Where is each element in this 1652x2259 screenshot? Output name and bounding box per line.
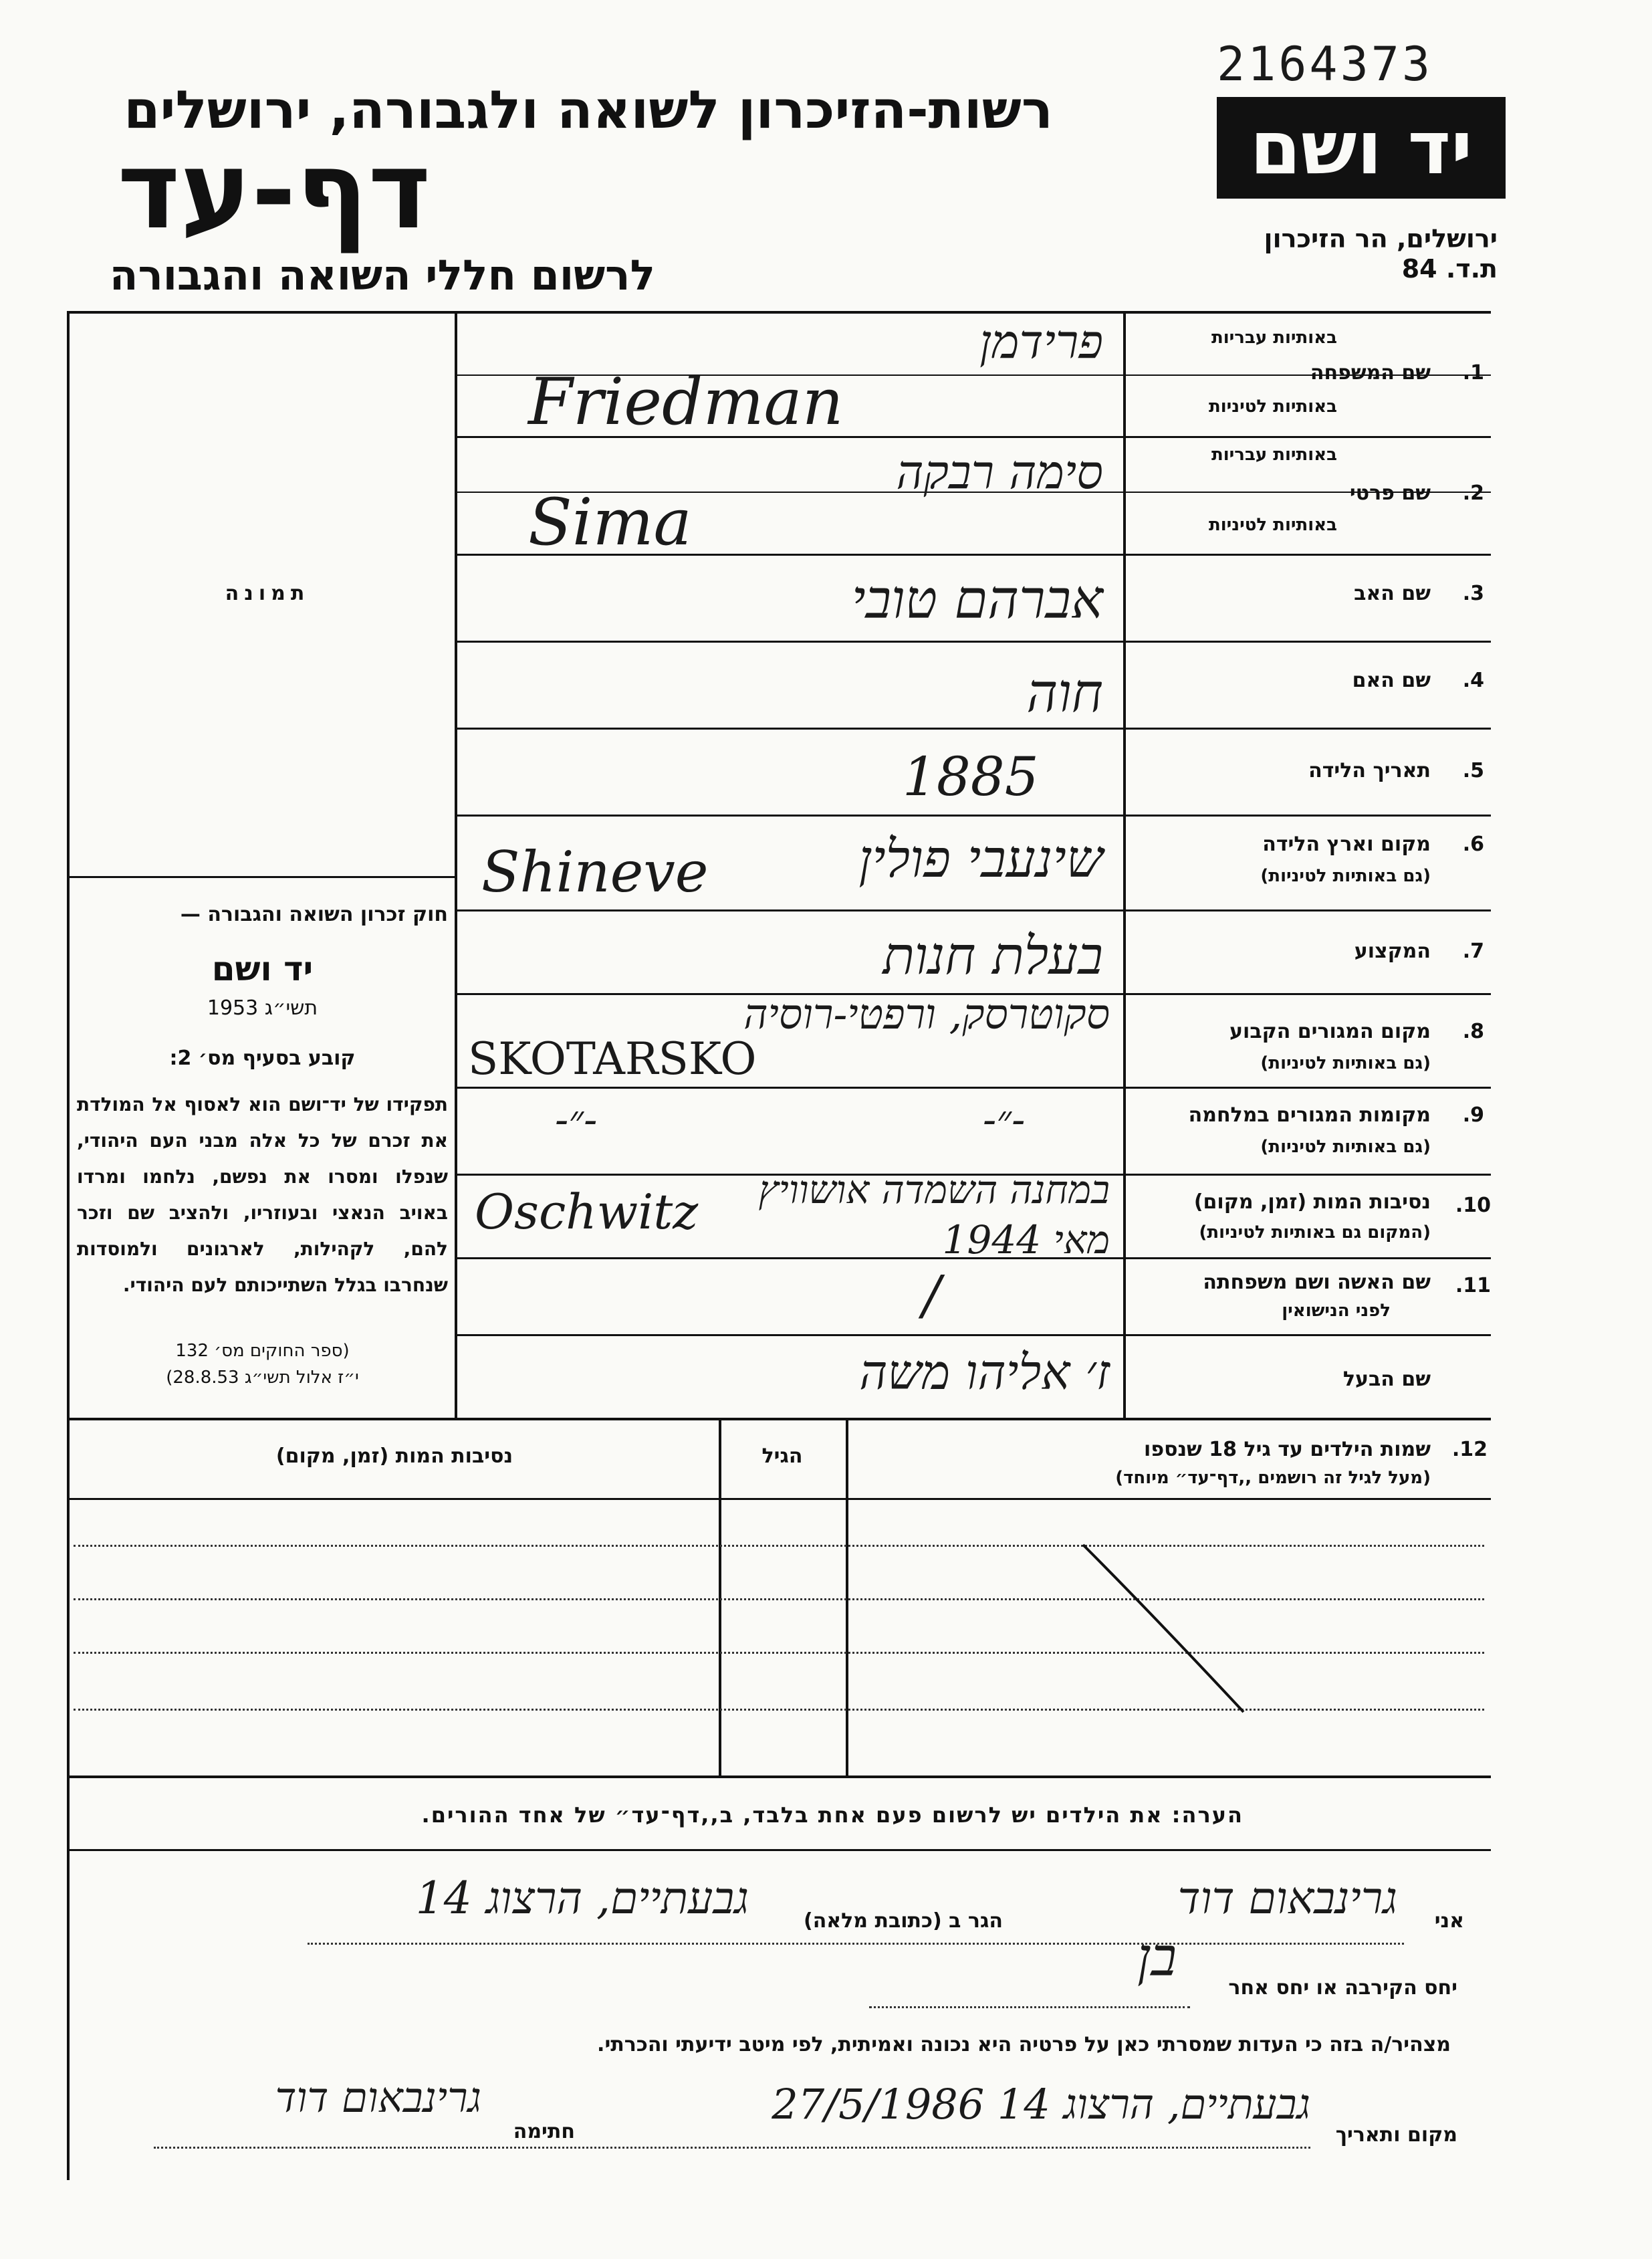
- field-5-num: 5.: [1462, 759, 1484, 782]
- husband-label: שם הבעל: [1342, 1368, 1431, 1391]
- field-7-value[interactable]: בעלת חנות: [882, 926, 1103, 986]
- law-body: תפקידו של יד־ושם הוא לאסוף אל המולדת את זכרם של כל אלה מבני העם היהודי, שנפלו ומסרו את נפשם, נלחמו ומרדו באויב הנאצי ובעוזריו, ולהציב שם וזכר להם, לקהילות, לארגונים ולמוסדות שנחרבו בגלל השתייכותם לעם היהודי.: [77, 1093, 448, 1296]
- law-ref-1: (ספר החוקים מס׳ 132: [175, 1341, 350, 1361]
- field-9-num: 9.: [1462, 1103, 1484, 1127]
- label-place-date: מקום ותאריך: [1335, 2123, 1457, 2147]
- field-2-num: 2.: [1462, 481, 1484, 505]
- field-8-value-latin[interactable]: SKOTARSKO: [468, 1033, 757, 1085]
- field-6-label: מקום וארץ הלידה: [1262, 833, 1431, 856]
- field-6-sub: (גם באותיות לטיניות): [1260, 866, 1431, 886]
- label-signature: חתימה: [513, 2120, 575, 2143]
- field-6-value-hebrew[interactable]: שינעבי פולין: [858, 829, 1103, 889]
- declarant-label-relation: יחס הקירבה או יחס אחר: [1228, 1976, 1457, 2000]
- field-8-num: 8.: [1462, 1020, 1484, 1043]
- field-9-sub: (גם באותיות לטיניות): [1260, 1137, 1431, 1157]
- field-1-sub-hebrew: באותיות עבריות: [1211, 328, 1337, 348]
- address-line-1: ירושלים, הר הזיכרון: [1264, 224, 1498, 253]
- field-10-value-latin[interactable]: Oschwitz: [475, 1184, 699, 1240]
- field-11-sub: לפני הנישואין: [1282, 1301, 1391, 1321]
- declaration-text: מצהיר/ה בזה כי העדות שמסרתי כאן על פרטיה היא נכונה ואמיתית, לפי מיטב ידיעתי והכרתי.: [597, 2033, 1451, 2056]
- field-2-value-latin[interactable]: Sima: [528, 485, 692, 560]
- field-8-sub: (גם באותיות לטיניות): [1260, 1053, 1431, 1073]
- field-3-value[interactable]: אברהם טובי: [851, 568, 1103, 631]
- law-ref-2: י״ז אלול תשי״ג 28.8.53): [166, 1368, 359, 1388]
- place-date-value[interactable]: גבעתיים, הרצוג 14 27/5/1986: [772, 2080, 1310, 2129]
- field-9-label: מקומות המגורים במלחמה: [1188, 1103, 1431, 1127]
- field-2-sub-latin: באותיות לטיניות: [1208, 515, 1337, 535]
- address-line-2: ת.ד. 84: [1401, 254, 1498, 284]
- field-2-label: שם פרטי: [1349, 481, 1431, 505]
- photo-label: תמונה: [225, 582, 310, 605]
- field-7-label: המקצוע: [1354, 940, 1431, 963]
- field-10-sub: (המקום גם באותיות לטיניות): [1199, 1222, 1431, 1243]
- law-year: תשי״ג 1953: [207, 996, 318, 1020]
- field-3-label: שם האב: [1354, 582, 1431, 605]
- form-subtitle: לרשום חללי השואה והגבורה: [109, 251, 655, 300]
- field-2-value-hebrew[interactable]: סימה רבקה: [896, 445, 1103, 500]
- husband-value[interactable]: ז׳ אליהו משה: [859, 1344, 1110, 1400]
- signature-value[interactable]: גרינבאום דוד: [275, 2073, 481, 2122]
- serial-number: 2164373: [1217, 37, 1433, 92]
- field-5-label: תאריך הלידה: [1308, 759, 1431, 782]
- declarant-label-resides: הגר ב (כתובת מלאה): [803, 1909, 1003, 1933]
- field-1-label: שם המשפחה: [1310, 361, 1431, 385]
- declarant-address[interactable]: גבעתיים, הרצוג 14: [415, 1872, 749, 1924]
- field-9-value-a[interactable]: -״-: [555, 1097, 598, 1144]
- law-title: חוק זכרון השואה והגבורה —: [180, 903, 448, 926]
- field-11-value[interactable]: /: [923, 1264, 941, 1326]
- field-9-value-b[interactable]: -״-: [983, 1097, 1026, 1144]
- declarant-name[interactable]: גרינבאום דוד: [1177, 1872, 1397, 1924]
- field-8-label: מקום המגורים הקבוע: [1229, 1020, 1431, 1043]
- field-11-num: 11.: [1455, 1274, 1491, 1297]
- field-10-num: 10.: [1455, 1194, 1491, 1217]
- children-header-death: נסיבות המות (זמן, מקום): [275, 1444, 513, 1468]
- law-clause: קובע בסעיף מס׳ 2:: [169, 1047, 356, 1070]
- form-title: דף-עד: [117, 128, 431, 253]
- declarant-label-i: אני: [1434, 1909, 1464, 1933]
- field-1-sub-latin: באותיות לטיניות: [1208, 397, 1337, 417]
- law-name: יד ושם: [211, 950, 314, 988]
- field-10-label: נסיבות המות (זמן, מקום): [1193, 1190, 1431, 1214]
- children-strike-line: [1070, 1531, 1270, 1732]
- field-1-num: 1.: [1462, 361, 1484, 385]
- field-4-num: 4.: [1462, 669, 1484, 692]
- field-6-num: 6.: [1462, 833, 1484, 856]
- children-header-names-sub: (מעל לגיל זה רושמים ,,דף־עד״ מיוחד): [1115, 1468, 1431, 1488]
- field-6-value-latin[interactable]: Shineve: [481, 839, 709, 905]
- field-4-label: שם האם: [1352, 669, 1431, 692]
- field-7-num: 7.: [1462, 940, 1484, 963]
- children-header-age: הגיל: [761, 1444, 803, 1468]
- field-1-value-latin[interactable]: Friedman: [528, 364, 844, 439]
- field-2-sub-hebrew: באותיות עבריות: [1211, 445, 1337, 465]
- field-10-value-hebrew[interactable]: במחנה השמדה אושוויץ: [758, 1167, 1110, 1212]
- field-3-num: 3.: [1462, 582, 1484, 605]
- declarant-relation[interactable]: בן: [1137, 1926, 1177, 1988]
- logo-text: יד ושם: [1250, 105, 1473, 191]
- field-1-value-hebrew[interactable]: פרידמן: [979, 314, 1103, 369]
- field-8-value-hebrew[interactable]: סקוטרסק, ורפטי-רוסיה: [743, 990, 1110, 1039]
- children-header-names: שמות הילדים עד גיל 18 שנספו: [1144, 1438, 1431, 1461]
- field-11-label: שם האשה ושם משפחתה: [1203, 1271, 1431, 1294]
- authority-title: רשות-הזיכרון לשואה ולגבורה, ירושלים: [124, 80, 1053, 140]
- field-4-value[interactable]: חוה: [1026, 662, 1103, 724]
- field-10-value-date[interactable]: מאי 1944: [942, 1217, 1110, 1263]
- children-num: 12.: [1451, 1438, 1488, 1461]
- yad-vashem-logo: [1217, 97, 1506, 199]
- field-5-value[interactable]: 1885: [903, 746, 1039, 808]
- note-text: הערה: את הילדים יש לרשום פעם אחת בלבד, ב,,דף־עד״ של אחד ההורים.: [421, 1802, 1244, 1828]
